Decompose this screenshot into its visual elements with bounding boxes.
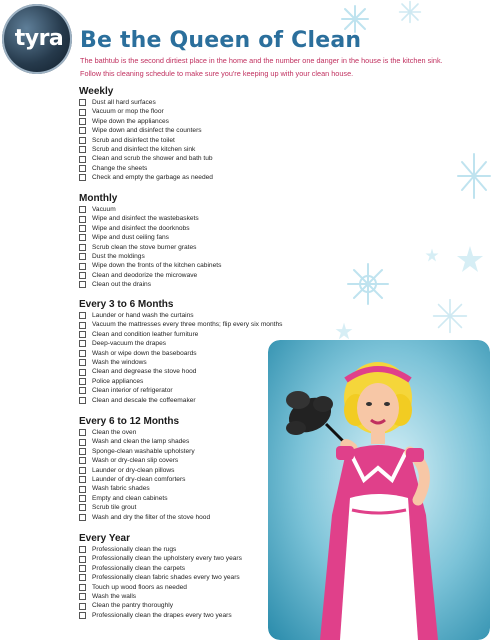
star-decoration [456,245,484,273]
checkbox[interactable] [79,174,86,181]
checkbox[interactable] [79,281,86,288]
checkbox[interactable] [79,216,86,223]
item-label: Sponge-clean washable upholstery [92,447,195,455]
section-every-3-to-6-months [79,298,282,405]
checklist-item [79,573,242,582]
section-heading: Weekly [79,86,114,97]
tyra-logo [2,4,72,74]
checklist-item [79,601,242,610]
checklist-item [79,271,221,280]
checkbox[interactable] [79,118,86,125]
item-label: Wipe down and disinfect the counters [92,127,202,135]
checkbox[interactable] [79,556,86,563]
checkbox[interactable] [79,99,86,106]
snowflake-decoration [346,262,390,306]
checkbox[interactable] [79,439,86,446]
item-label: Professionally clean the upholstery every two years [92,555,242,563]
item-label: Change the sheets [92,164,148,172]
snowflake-decoration [398,0,422,24]
item-label: Dust all hard surfaces [92,99,156,106]
item-label: Professionally clean the rugs [92,546,177,553]
item-label: Touch up wood floors as needed [92,583,187,591]
item-label: Wash or dry-clean slip covers [92,457,179,465]
checklist-item [79,339,282,348]
checkbox[interactable] [79,253,86,260]
checkbox[interactable] [79,109,86,116]
item-label: Professionally clean the drapes every two years [92,611,232,619]
checklist-item [79,117,213,126]
housewife-illustration [268,340,490,640]
section-monthly [79,192,221,290]
checklist-item [79,437,210,446]
item-label: Vacuum the mattresses every three months; flip every six months [92,321,283,329]
checklist-item [79,261,221,270]
checkbox[interactable] [79,206,86,213]
checklist-item [79,145,213,154]
item-label: Wash the windows [92,358,147,366]
item-label: Wipe and disinfect the doorknobs [92,224,190,232]
checklist-item [79,475,210,484]
checkbox[interactable] [79,495,86,502]
section-every-6-to-12-months [79,415,210,522]
checkbox[interactable] [79,340,86,347]
item-label: Clean the pantry thoroughly [92,602,174,610]
checklist-item [79,126,213,135]
checkbox[interactable] [79,476,86,483]
checkbox[interactable] [79,504,86,511]
checkbox[interactable] [79,397,86,404]
item-label: Launder or hand wash the curtains [92,312,194,319]
item-label: Clean interior of refrigerator [92,387,173,395]
item-label: Wash or wipe down the baseboards [92,349,197,357]
section-heading: Every 6 to 12 Months [79,416,180,427]
item-label: Wash and dry the filter of the stove hood [92,513,211,521]
checkbox[interactable] [79,127,86,134]
checklist-item [79,428,210,437]
checklist-item [79,214,221,223]
checklist-item [79,494,210,503]
checkbox[interactable] [79,234,86,241]
checkbox[interactable] [79,584,86,591]
checkbox[interactable] [79,244,86,251]
checkbox[interactable] [79,574,86,581]
checkbox[interactable] [79,448,86,455]
checkbox[interactable] [79,546,86,553]
checklist-item [79,564,242,573]
checklist-item [79,205,221,214]
checkbox[interactable] [79,146,86,153]
item-label: Deep-vacuum the drapes [92,340,167,348]
checkbox[interactable] [79,467,86,474]
item-label: Scrub and disinfect the toilet [92,136,175,144]
item-label: Scrub tile grout [92,504,137,512]
checklist-item [79,386,282,395]
checklist-item [79,447,210,456]
checkbox[interactable] [79,263,86,270]
checklist-item [79,513,210,522]
checklist-item [79,164,213,173]
checkbox[interactable] [79,369,86,376]
item-label: Scrub and disinfect the kitchen sink [92,145,196,153]
checkbox[interactable] [79,350,86,357]
checkbox[interactable] [79,331,86,338]
checklist-item [79,349,282,358]
checkbox[interactable] [79,603,86,610]
checkbox[interactable] [79,322,86,329]
item-label: Wipe down the fronts of the kitchen cabinets [92,262,222,270]
item-label: Professionally clean the carpets [92,564,186,572]
checklist-item [79,554,242,563]
checklist-item [79,330,282,339]
intro-line: The bathtub is the second dirtiest place in the home and the number one danger in the house is the kitchen sink. [80,56,443,65]
item-label: Wipe down the appliances [92,117,169,125]
item-label: Clean and degrease the stove hood [92,368,197,376]
checklist-item [79,377,282,386]
item-label: Launder of dry-clean comforters [92,475,186,483]
checklist-item [79,358,282,367]
item-label: Clean and scrub the shower and bath tub [92,155,213,163]
checklist-item [79,154,213,163]
checklist-item [79,367,282,376]
item-label: Vacuum [92,206,116,213]
checklist-item [79,484,210,493]
item-label: Wash fabric shades [92,485,150,493]
checklist-item [79,233,221,242]
checklist-item [79,611,242,620]
item-label: Wash the walls [92,592,137,600]
item-label: Police appliances [92,377,144,385]
intro-text [80,55,492,80]
item-label: Professionally clean fabric shades every two years [92,574,240,582]
section-weekly [79,85,213,183]
section-every-year [79,532,242,620]
item-label: Clean and descale the coffeemaker [92,396,196,404]
checkbox[interactable] [79,612,86,619]
checkbox[interactable] [79,165,86,172]
section-heading: Every 3 to 6 Months [79,299,174,310]
star-decoration [335,322,353,340]
checkbox[interactable] [79,137,86,144]
checklist-item [79,252,221,261]
checkbox[interactable] [79,429,86,436]
housewife-figure [268,340,490,640]
checkbox[interactable] [79,378,86,385]
item-label: Check and empty the garbage as needed [92,174,213,182]
checklist-item [79,98,213,107]
item-label: Clean the oven [92,429,137,436]
item-label: Wipe and dust ceiling fans [92,234,169,242]
checklist-item [79,583,242,592]
checklist-item [79,320,282,329]
item-label: Clean out the drains [92,281,152,289]
checkbox[interactable] [79,457,86,464]
logo-text: tyra [14,26,64,51]
item-label: Wash and clean the lamp shades [92,438,190,446]
checklist-item [79,173,213,182]
checklist-item [79,456,210,465]
checkbox[interactable] [79,593,86,600]
checklist-item [79,107,213,116]
section-heading: Every Year [79,533,130,544]
checklist-item [79,311,282,320]
snowflake-decoration [432,298,468,334]
checkbox[interactable] [79,312,86,319]
checkbox[interactable] [79,359,86,366]
item-label: Launder or dry-clean pillows [92,466,175,474]
checklist-item [79,466,210,475]
checklist-item [79,592,242,601]
snowflake-decoration [456,150,492,202]
checklist-item [79,224,221,233]
item-label: Clean and condition leather furniture [92,330,199,338]
checklist-item [79,545,242,554]
checklist-item [79,396,282,405]
section-heading: Monthly [79,193,118,204]
checkbox[interactable] [79,486,86,493]
star-decoration [425,248,439,262]
item-label: Clean and deodorize the microwave [92,271,198,279]
checklist-item [79,136,213,145]
checklist-item [79,243,221,252]
item-label: Empty and clean cabinets [92,494,168,502]
checkbox[interactable] [79,514,86,521]
checkbox[interactable] [79,156,86,163]
intro-line: Follow this cleaning schedule to make sure you're keeping up with your clean house. [80,68,354,78]
checkbox[interactable] [79,387,86,394]
item-label: Wipe and disinfect the wastebaskets [92,215,199,223]
checklist-item [79,503,210,512]
checkbox[interactable] [79,225,86,232]
item-label: Vacuum or mop the floor [92,108,164,116]
checklist-item [79,280,221,289]
checkbox[interactable] [79,565,86,572]
checkbox[interactable] [79,272,86,279]
item-label: Scrub clean the stove burner grates [92,243,197,251]
page-title: Be the Queen of Clean [80,28,362,53]
item-label: Dust the moldings [92,252,145,260]
